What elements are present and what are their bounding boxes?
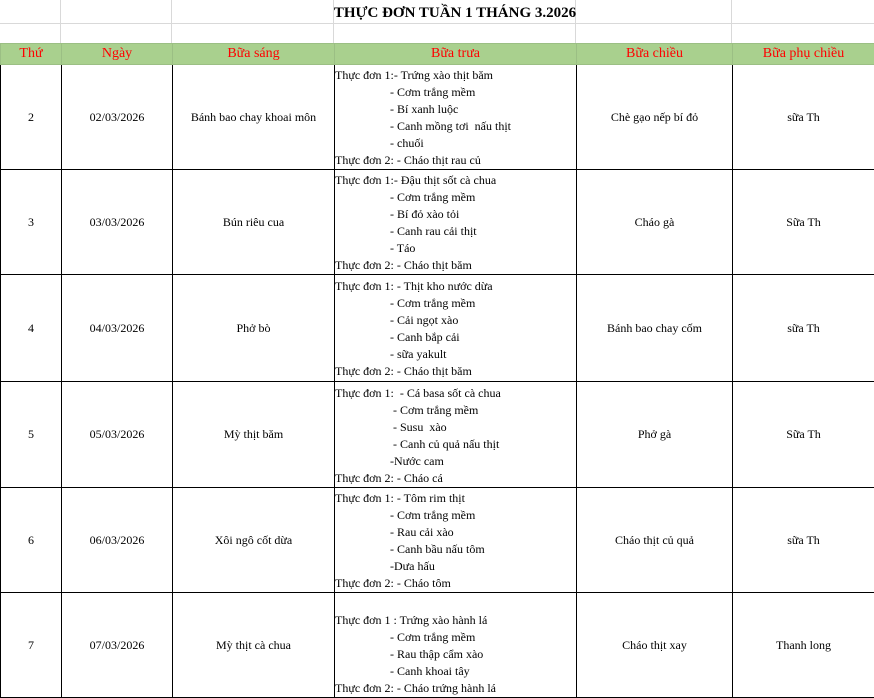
column-header-bua-phu-chieu: Bữa phụ chiều — [733, 44, 874, 65]
gridline — [0, 23, 874, 24]
lunch-line: - Bí đỏ xào tỏi — [335, 206, 576, 223]
lunch-line: -Dưa hấu — [335, 558, 576, 575]
cell-bua-chieu[interactable]: Cháo thịt xay — [577, 593, 733, 698]
cell-bua-phu-chieu[interactable]: sữa Th — [733, 65, 874, 170]
cell-thu[interactable]: 5 — [1, 382, 62, 488]
column-header-bua-sang: Bữa sáng — [173, 44, 335, 65]
lunch-line: - Canh bắp cải — [335, 329, 576, 346]
lunch-line: - Cơm trắng mềm — [335, 84, 576, 101]
lunch-line: - Canh củ quả nấu thịt — [335, 436, 576, 453]
lunch-line: Thực đơn 2: - Cháo thịt băm — [335, 363, 576, 380]
lunch-line: Thực đơn 1: - Thịt kho nước dừa — [335, 278, 576, 295]
cell-bua-sang[interactable]: Xôi ngô cốt dừa — [173, 488, 335, 593]
cell-bua-chieu[interactable]: Phở gà — [577, 382, 733, 488]
cell-bua-chieu[interactable]: Chè gạo nếp bí đỏ — [577, 65, 733, 170]
cell-bua-sang[interactable]: Mỳ thịt cà chua — [173, 593, 335, 698]
lunch-line: - Cải ngọt xào — [335, 312, 576, 329]
lunch-line: - Susu xào — [335, 419, 576, 436]
cell-bua-trua[interactable] — [335, 170, 577, 275]
cell-thu[interactable]: 7 — [1, 593, 62, 698]
table-row — [1, 65, 874, 170]
cell-thu[interactable]: 4 — [1, 275, 62, 382]
column-header-ngay: Ngày — [62, 44, 173, 65]
cell-bua-trua[interactable] — [335, 382, 577, 488]
lunch-line: - Canh khoai tây — [335, 663, 576, 680]
lunch-line: - Cơm trắng mềm — [335, 629, 576, 646]
column-header-thu: Thứ — [1, 44, 62, 65]
cell-bua-trua[interactable] — [335, 593, 577, 698]
lunch-line: - Rau cải xào — [335, 524, 576, 541]
lunch-line: - Cơm trắng mềm — [335, 189, 576, 206]
menu-table — [0, 43, 874, 698]
cell-bua-sang[interactable]: Phở bò — [173, 275, 335, 382]
cell-bua-trua[interactable] — [335, 65, 577, 170]
cell-bua-phu-chieu[interactable]: Sữa Th — [733, 170, 874, 275]
lunch-line: - Bí xanh luộc — [335, 101, 576, 118]
lunch-line: - Táo — [335, 240, 576, 257]
lunch-line: Thực đơn 2: - Cháo cá — [335, 470, 576, 487]
lunch-line — [335, 595, 576, 612]
cell-bua-sang[interactable]: Bánh bao chay khoai môn — [173, 65, 335, 170]
cell-ngay[interactable]: 04/03/2026 — [62, 275, 173, 382]
cell-bua-phu-chieu[interactable]: Thanh long — [733, 593, 874, 698]
cell-bua-phu-chieu[interactable]: sữa Th — [733, 275, 874, 382]
cell-ngay[interactable]: 05/03/2026 — [62, 382, 173, 488]
cell-ngay[interactable]: 03/03/2026 — [62, 170, 173, 275]
lunch-line: Thực đơn 2: - Cháo trứng hành lá — [335, 680, 576, 697]
lunch-line: Thực đơn 1 : Trứng xào hành lá — [335, 612, 576, 629]
table-row — [1, 593, 874, 698]
cell-ngay[interactable]: 02/03/2026 — [62, 65, 173, 170]
cell-bua-phu-chieu[interactable]: sữa Th — [733, 488, 874, 593]
lunch-line: - Rau thập cẩm xào — [335, 646, 576, 663]
cell-thu[interactable]: 3 — [1, 170, 62, 275]
table-row — [1, 382, 874, 488]
table-row — [1, 488, 874, 593]
lunch-line: Thực đơn 1: - Tôm rim thịt — [335, 490, 576, 507]
column-header-bua-trua: Bữa trưa — [335, 44, 577, 65]
lunch-line: Thực đơn 2: - Cháo thịt rau củ — [335, 152, 576, 169]
lunch-line: Thực đơn 1: - Cá basa sốt cà chua — [335, 385, 576, 402]
cell-bua-phu-chieu[interactable]: Sữa Th — [733, 382, 874, 488]
column-header-bua-chieu: Bữa chiều — [577, 44, 733, 65]
cell-bua-chieu[interactable]: Cháo thịt củ quả — [577, 488, 733, 593]
lunch-line: Thực đơn 2: - Cháo thịt băm — [335, 257, 576, 274]
page-title: THỰC ĐƠN TUẦN 1 THÁNG 3.2026 — [0, 3, 874, 23]
lunch-line: - Canh rau cải thịt — [335, 223, 576, 240]
lunch-line: -Nước cam — [335, 453, 576, 470]
cell-bua-sang[interactable]: Bún riêu cua — [173, 170, 335, 275]
cell-ngay[interactable]: 07/03/2026 — [62, 593, 173, 698]
lunch-line: - sữa yakult — [335, 346, 576, 363]
cell-thu[interactable]: 2 — [1, 65, 62, 170]
cell-thu[interactable]: 6 — [1, 488, 62, 593]
lunch-line: - Cơm trắng mềm — [335, 507, 576, 524]
lunch-line: Thực đơn 1:- Đậu thịt sốt cà chua — [335, 172, 576, 189]
table-row — [1, 275, 874, 382]
lunch-line: - Cơm trắng mềm — [335, 402, 576, 419]
cell-bua-chieu[interactable]: Cháo gà — [577, 170, 733, 275]
header-row — [1, 44, 874, 65]
lunch-line: Thực đơn 1:- Trứng xào thịt băm — [335, 67, 576, 84]
cell-ngay[interactable]: 06/03/2026 — [62, 488, 173, 593]
menu-body — [1, 65, 874, 698]
lunch-line: - Canh mồng tơi nấu thịt — [335, 118, 576, 135]
cell-bua-chieu[interactable]: Bánh bao chay cốm — [577, 275, 733, 382]
cell-bua-sang[interactable]: Mỳ thịt băm — [173, 382, 335, 488]
lunch-line: Thực đơn 2: - Cháo tôm — [335, 575, 576, 592]
cell-bua-trua[interactable] — [335, 488, 577, 593]
lunch-line: - Cơm trắng mềm — [335, 295, 576, 312]
lunch-line: - chuối — [335, 135, 576, 152]
table-row — [1, 170, 874, 275]
cell-bua-trua[interactable] — [335, 275, 577, 382]
lunch-line: - Canh bầu nấu tôm — [335, 541, 576, 558]
